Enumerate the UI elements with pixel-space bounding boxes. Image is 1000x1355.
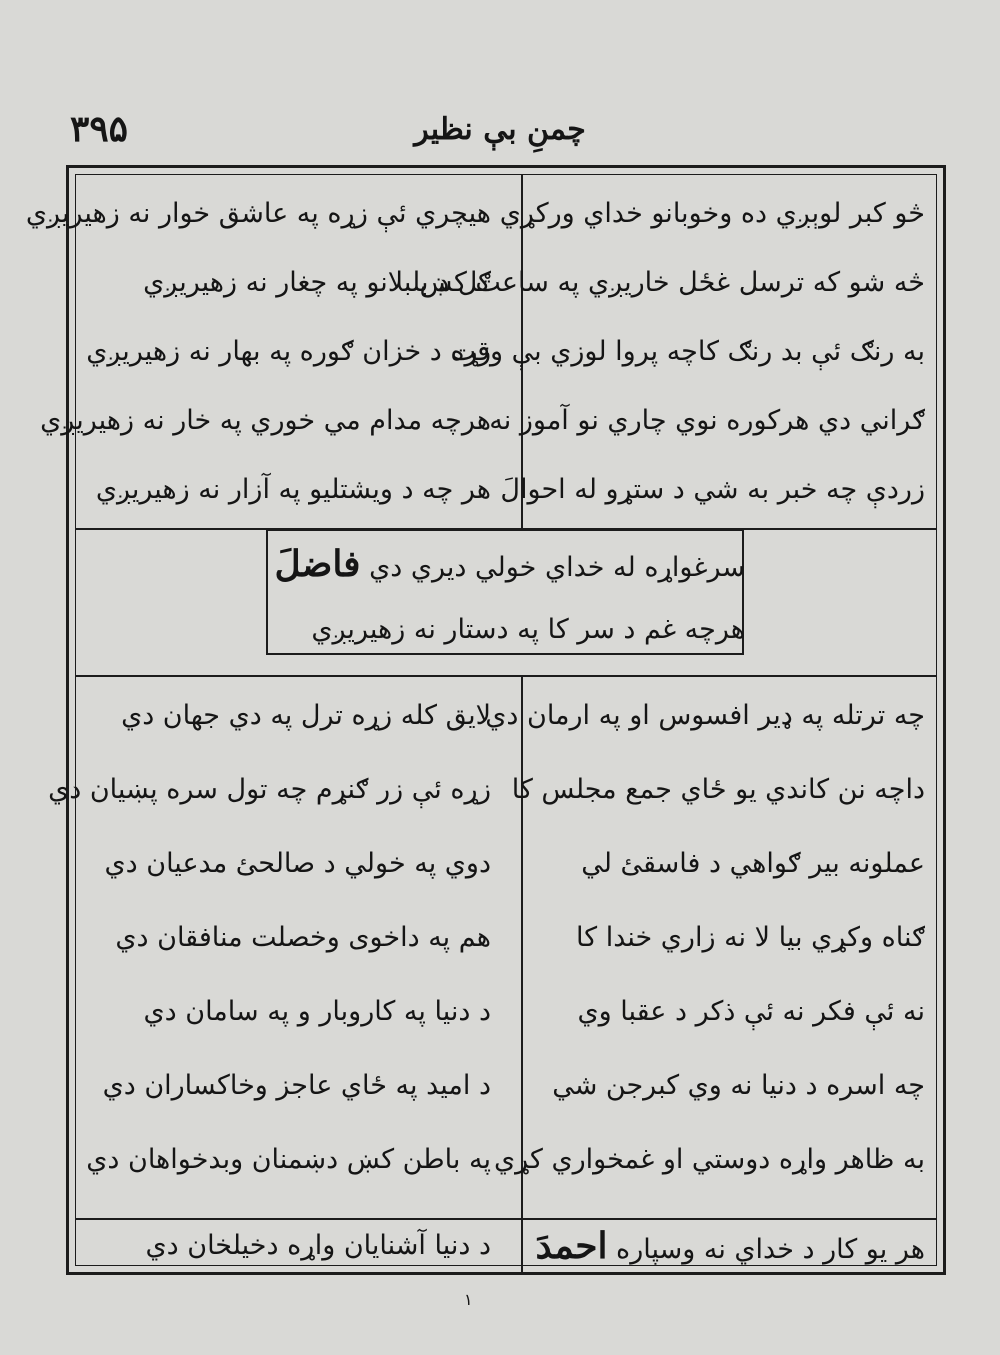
verse-top-left-1: هیچري ئې زړه په عاشق خوار نه زهيريږي bbox=[25, 198, 491, 229]
running-title: چمنِ بې نظير bbox=[414, 112, 586, 147]
verse-top-right-5: زردې چه خبر به شي د ستړو له احوالَ bbox=[500, 474, 925, 505]
verse-bottom-right-6: چه اسره د دنيا نه وي کبرجن شي bbox=[552, 1070, 925, 1101]
verse-bottom-right-5: نه ئې فکر نه ئې ذکر د عقبا وي bbox=[577, 996, 925, 1027]
closing-right bbox=[535, 1226, 925, 1270]
closing-right-text: هر يو کار د خداي نه وسپاره bbox=[616, 1234, 925, 1265]
verse-bottom-left-5: د دنيا په کاروبار و په سامان دي bbox=[143, 996, 491, 1027]
verse-bottom-left-6: د اميد په ځاي عاجز وخاکساران دي bbox=[102, 1070, 491, 1101]
verse-top-right-3: به رنګ ئې بد رنګ کاچه پروا لوزي بې وقت bbox=[450, 336, 925, 367]
page-number: ۳۹۵ bbox=[70, 108, 129, 150]
verse-bottom-left-4: هم په داخوى وخصلت منافقان دي bbox=[115, 922, 491, 953]
verse-bottom-right-2: داچه نن کاندي يو ځاي جمع مجلس کا bbox=[511, 774, 925, 805]
verse-top-left-4: هرچه مدام مي خوري په خار نه زهيريږي bbox=[40, 405, 491, 436]
poet-name-ahmad: احمدَ bbox=[535, 1225, 608, 1267]
divider-middle-section bbox=[75, 675, 937, 677]
verse-top-right-4: ګراني دي هرکوره نوي چاري نو آموز نه bbox=[489, 405, 925, 436]
middle-line-1 bbox=[275, 544, 746, 588]
verse-top-left-5: هر چه د ويشتليو په آزار نه زهيريږي bbox=[95, 474, 491, 505]
divider-closing-line bbox=[75, 1218, 937, 1220]
footer-mark: ١ bbox=[464, 1290, 473, 1309]
verse-top-left-3: زړه د خزان ګوره په بهار نه زهيريږي bbox=[86, 336, 491, 367]
verse-bottom-left-3: دوي په خولي د صالحئ مدعيان دي bbox=[104, 848, 491, 879]
poet-name-fazil: فاضلَ bbox=[274, 543, 361, 585]
page-frame bbox=[25, 165, 946, 1275]
verse-top-left-2: ګل د بلبلانو په چغار نه زهيريږي bbox=[143, 267, 491, 298]
verse-bottom-right-3: عملونه بير ګواهي د فاسقئ لي bbox=[581, 848, 925, 879]
verse-bottom-left-1: لايق کله زړه ترل په دي جهان دي bbox=[121, 700, 491, 731]
column-divider-bottom bbox=[521, 675, 523, 1272]
verse-bottom-right-1: چه ترتله په ډير افسوس او په ارمان دي bbox=[485, 700, 925, 731]
middle-line-2: هرچه غم د سر کا په دستار نه زهيريږي bbox=[311, 614, 745, 645]
verse-top-right-1: څو کبر لوېږي ده وخوبانو خداي وركړي bbox=[499, 198, 925, 229]
verse-bottom-left-7: په باطن کښ دښمنان وبدخواهان دي bbox=[86, 1144, 491, 1175]
verse-bottom-right-4: ګناه وکړي بيا لا نه زاري خندا کا bbox=[576, 922, 925, 953]
verse-top-right-2: څه شو که ترسل غځل خاريږي په ساعت كښ bbox=[419, 267, 925, 298]
closing-left: د دنيا آشنايان واړه دخيلخان دي bbox=[145, 1230, 491, 1261]
middle-line-1-text: سرغواړه له خداي خولي ديري دي bbox=[369, 552, 745, 583]
verse-bottom-left-2: زړه ئې زر ګنړم چه تول سره پښيان دي bbox=[48, 774, 491, 805]
verse-bottom-right-7: به ظاهر واړه دوستي او غمخواري کړي bbox=[493, 1144, 925, 1175]
